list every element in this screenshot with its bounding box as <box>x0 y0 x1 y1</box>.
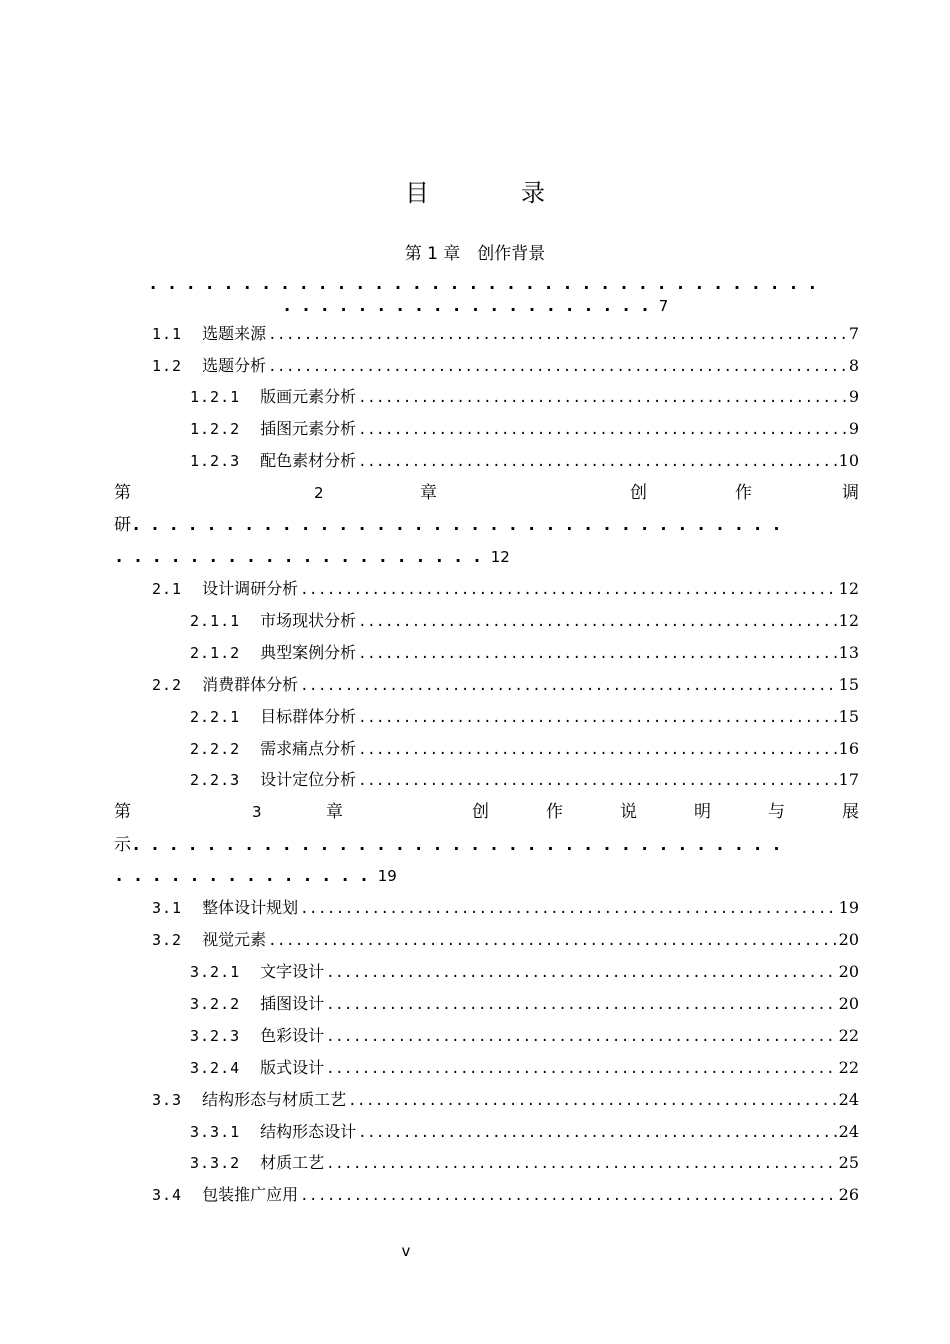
dot-leader <box>326 1153 836 1175</box>
dot-leader <box>326 1058 836 1080</box>
entry-number: 3.3 <box>152 1091 183 1109</box>
toc-entry-3-2[interactable] <box>152 929 859 951</box>
entry-number: 2.1.1 <box>190 612 241 630</box>
entry-number: 1.2 <box>152 357 183 375</box>
toc-entry-1-2-3[interactable] <box>190 450 859 472</box>
entry-title: 插图元素分析 <box>260 419 357 438</box>
entry-number: 2.2.2 <box>190 740 241 758</box>
entry-title: 视觉元素 <box>202 930 267 949</box>
entry-number: 3.1 <box>152 899 183 917</box>
entry-title: 需求痛点分析 <box>260 739 357 758</box>
chapter-3-word: 与 <box>768 802 785 822</box>
entry-title: 消费群体分析 <box>202 675 299 694</box>
entry-number: 3.2.3 <box>190 1027 241 1045</box>
entry-number: 1.2.1 <box>190 388 241 406</box>
dot-leader <box>300 675 837 697</box>
entry-title: 版式设计 <box>260 1058 325 1077</box>
chapter-1-heading[interactable]: 第 1 章 创作背景 <box>404 244 546 264</box>
dot-leader <box>326 994 836 1016</box>
chapter-2-leader <box>114 513 859 537</box>
entry-number: 2.2 <box>152 676 183 694</box>
entry-title: 插图设计 <box>260 994 325 1013</box>
entry-title: 文字设计 <box>260 962 325 981</box>
chapter-2-word: 第 <box>114 483 131 503</box>
chapter-1-leader: .................................... <box>148 274 827 294</box>
chapter-3-leader-dots: .............. <box>114 866 378 886</box>
entry-page: 15 <box>838 675 859 694</box>
entry-number: 3.2.4 <box>190 1059 241 1077</box>
chapter-2-word: 章 <box>420 483 437 503</box>
chapter-3-page: 19 <box>377 867 397 885</box>
dot-leader <box>358 770 836 792</box>
dot-leader <box>358 1122 836 1144</box>
entry-title: 版画元素分析 <box>260 387 357 406</box>
chapter-3-word: 说 <box>620 802 637 822</box>
entry-page: 9 <box>848 387 859 406</box>
chapter-2-page: 12 <box>490 548 510 566</box>
toc-entry-1-2[interactable] <box>152 355 859 377</box>
entry-page: 15 <box>838 707 859 726</box>
chapter-1-page: 7 <box>658 297 669 315</box>
chapter-3-leader-cont <box>114 864 397 888</box>
entry-title: 配色素材分析 <box>260 451 357 470</box>
entry-page: 7 <box>848 324 859 343</box>
toc-entry-2-2-1[interactable] <box>190 706 859 728</box>
chapter-3-word: 章 <box>326 802 343 822</box>
chapter-2-word: 调 <box>842 483 859 503</box>
entry-page: 9 <box>848 419 859 438</box>
entry-page: 17 <box>838 770 859 789</box>
chapter-2-word: 研 <box>114 515 131 535</box>
dot-leader <box>358 419 847 441</box>
entry-page: 26 <box>838 1185 859 1204</box>
toc-entry-3-1[interactable] <box>152 897 859 919</box>
toc-entry-2-2-3[interactable] <box>190 769 859 791</box>
dot-leader <box>326 1026 836 1048</box>
entry-page: 24 <box>838 1122 859 1141</box>
chapter-3-word: 作 <box>546 802 563 822</box>
entry-title: 整体设计规划 <box>202 898 299 917</box>
toc-entry-3-3[interactable] <box>152 1089 859 1111</box>
chapter-3-word: 创 <box>472 802 489 822</box>
entry-number: 2.1 <box>152 580 183 598</box>
entry-title: 色彩设计 <box>260 1026 325 1045</box>
chapter-2-word: 2 <box>314 484 324 502</box>
entry-number: 3.3.1 <box>190 1123 241 1141</box>
dot-leader <box>348 1090 837 1112</box>
chapter-2-word: 创 <box>630 483 647 503</box>
entry-number: 1.1 <box>152 325 183 343</box>
toc-entry-3-2-3[interactable] <box>190 1025 859 1047</box>
page-number: v <box>401 1242 411 1260</box>
page-title: 目 录 <box>405 179 579 207</box>
toc-entry-2-1-2[interactable] <box>190 642 859 664</box>
entry-number: 3.3.2 <box>190 1154 241 1172</box>
dot-leader <box>268 324 847 346</box>
dot-leader <box>268 930 837 952</box>
toc-entry-3-3-2[interactable] <box>190 1152 859 1174</box>
entry-number: 3.2.1 <box>190 963 241 981</box>
entry-page: 10 <box>838 451 859 470</box>
entry-page: 20 <box>838 930 859 949</box>
toc-entry-2-1[interactable] <box>152 578 859 600</box>
chapter-2-word: 作 <box>735 483 752 503</box>
dot-leader <box>358 451 836 473</box>
entry-page: 16 <box>838 739 859 758</box>
entry-title: 设计定位分析 <box>260 770 357 789</box>
entry-page: 25 <box>838 1153 859 1172</box>
entry-title: 设计调研分析 <box>202 579 299 598</box>
chapter-3-word: 第 <box>114 802 131 822</box>
entry-page: 12 <box>838 611 859 630</box>
chapter-3-leader <box>114 833 859 857</box>
toc-entry-1-2-1[interactable] <box>190 386 859 408</box>
chapter-2-leader-dots: ................................... <box>131 515 791 535</box>
chapter-3-word: 3 <box>252 803 262 821</box>
toc-entry-2-2[interactable] <box>152 674 859 696</box>
chapter-3-word: 展 <box>842 802 859 822</box>
entry-title: 结构形态与材质工艺 <box>202 1090 347 1109</box>
toc-entry-3-2-4[interactable] <box>190 1057 859 1079</box>
entry-number: 1.2.3 <box>190 452 241 470</box>
entry-title: 选题分析 <box>202 356 267 375</box>
entry-title: 包装推广应用 <box>202 1185 299 1204</box>
chapter-1-leader-dots: .................... <box>282 296 659 316</box>
entry-title: 目标群体分析 <box>260 707 357 726</box>
entry-number: 3.2.2 <box>190 995 241 1013</box>
toc-entry-1-2-2[interactable] <box>190 418 859 440</box>
chapter-3-word: 明 <box>694 802 711 822</box>
entry-page: 12 <box>838 579 859 598</box>
entry-number: 3.2 <box>152 931 183 949</box>
toc-entry-2-1-1[interactable] <box>190 610 859 632</box>
entry-title: 市场现状分析 <box>260 611 357 630</box>
entry-title: 结构形态设计 <box>260 1122 357 1141</box>
dot-leader <box>326 962 836 984</box>
dot-leader <box>358 611 836 633</box>
dot-leader <box>268 356 847 378</box>
chapter-2-leader-dots: .................... <box>114 547 491 567</box>
chapter-1-leader-cont <box>282 294 668 318</box>
chapter-3-heading[interactable] <box>114 800 859 824</box>
entry-page: 19 <box>838 898 859 917</box>
dot-leader <box>358 739 836 761</box>
entry-number: 2.1.2 <box>190 644 241 662</box>
entry-number: 2.2.3 <box>190 771 241 789</box>
dot-leader <box>358 387 847 409</box>
entry-number: 1.2.2 <box>190 420 241 438</box>
entry-title: 选题来源 <box>202 324 267 343</box>
entry-page: 8 <box>848 356 859 375</box>
entry-number: 2.2.1 <box>190 708 241 726</box>
toc-entry-3-4[interactable] <box>152 1184 859 1206</box>
toc-entry-2-2-2[interactable] <box>190 738 859 760</box>
chapter-2-leader-cont <box>114 545 510 569</box>
entry-page: 24 <box>838 1090 859 1109</box>
entry-page: 20 <box>838 962 859 981</box>
dot-leader <box>358 707 836 729</box>
dot-leader <box>300 898 837 920</box>
entry-page: 13 <box>838 643 859 662</box>
chapter-3-word: 示 <box>114 835 131 855</box>
toc-entry-3-2-1[interactable] <box>190 961 859 983</box>
entry-page: 20 <box>838 994 859 1013</box>
entry-page: 22 <box>838 1058 859 1077</box>
toc-entry-1-1[interactable] <box>152 323 859 345</box>
chapter-2-heading[interactable] <box>114 481 859 505</box>
toc-entry-3-3-1[interactable] <box>190 1121 859 1143</box>
entry-page: 22 <box>838 1026 859 1045</box>
dot-leader <box>358 643 836 665</box>
dot-leader <box>300 1185 837 1207</box>
entry-number: 3.4 <box>152 1186 183 1204</box>
entry-title: 典型案例分析 <box>260 643 357 662</box>
toc-entry-3-2-2[interactable] <box>190 993 859 1015</box>
chapter-3-leader-dots: ................................... <box>131 835 791 855</box>
dot-leader <box>300 579 837 601</box>
entry-title: 材质工艺 <box>260 1153 325 1172</box>
